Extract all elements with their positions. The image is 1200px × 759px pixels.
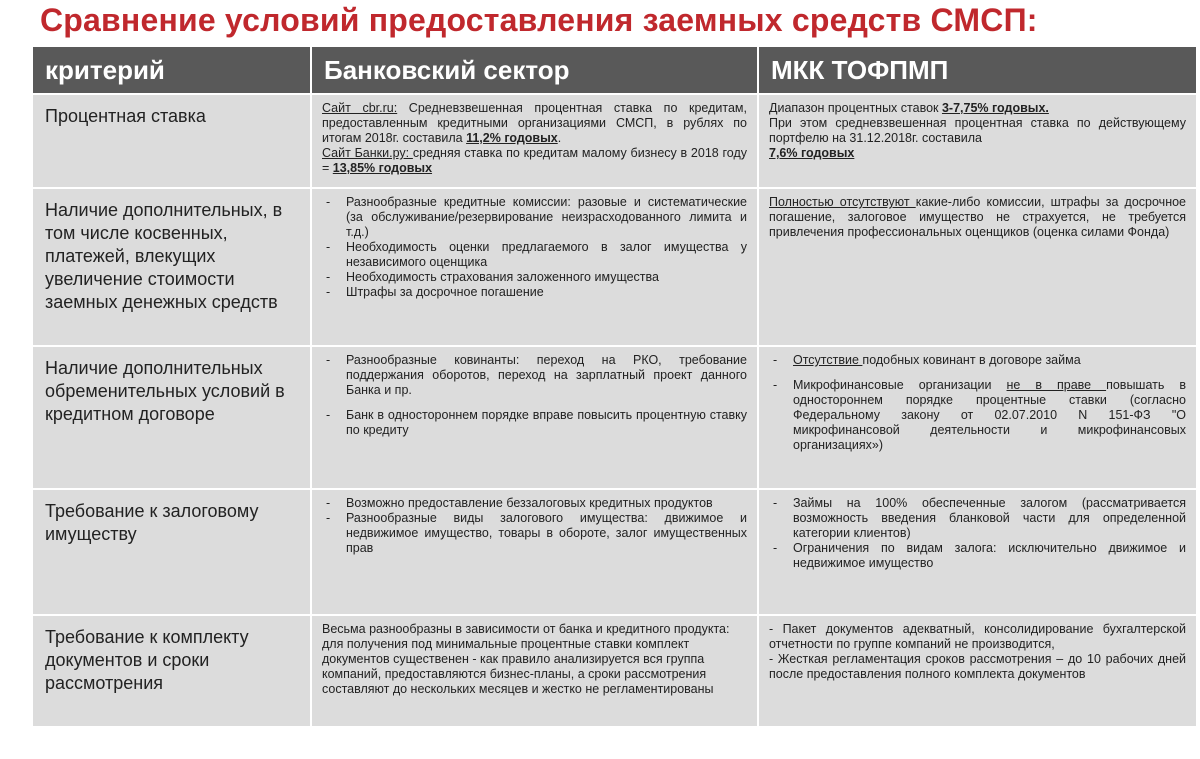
cell-text: подобных ковинант в договоре займа [862,353,1081,367]
list-item: - Банк в одностороннем порядке вправе повысить процентную ставку по кредиту [322,408,747,438]
table-row [33,95,1196,189]
table-row [33,189,1196,347]
bank-cell: Весьма разнообразны в зависимости от банка и кредитного продукта: для получения под минимальные процентные ставки комплект документов существенен - как правило анализируется вся группа компаний, предоставляются бизнес-планы, а сроки рассмотрения составляют до нескольких месяцев и жестко не регламентированы [312,616,759,728]
highlight-text: Отсутствие [793,353,863,367]
list-item [769,353,1186,368]
bank-cell [312,490,759,616]
cell-text: При этом средневзвешенная процентная ставка по действующему портфелю на 31.12.2018г. составила [769,116,1186,145]
mkk-list [769,496,1186,571]
cell-text: . [557,131,562,145]
rate-value: 13,85% годовых [332,161,433,175]
criterion-cell: Наличие дополнительных обременительных условий в кредитном договоре [33,347,312,490]
header-criterion: критерий [33,47,312,95]
cell-text: - Пакет документов адекватный, консолидирование бухгалтерской отчетности по группе компаний не производится, [769,622,1186,651]
table-row [33,616,1196,728]
cell-text: средняя ставка по кредитам малому бизнесу в 2018 году = [322,146,748,175]
bank-list [322,195,747,300]
highlight-text: Полностью отсутствуют [769,195,916,209]
mkk-list [769,353,1186,368]
table-row [33,347,1196,490]
bank-cell [312,95,759,189]
table-header-row [33,47,1196,95]
list-item: - Разнообразные кредитные комиссии: разовые и систематические (за обслуживание/резервирование неизрасходованного лимита и т.д.) [322,195,747,240]
mkk-list [769,378,1186,453]
list-item [769,378,1186,453]
cell-text: Микрофинансовые организации [793,378,1007,392]
rate-value: 7,6% годовых [769,146,855,160]
cell-text: Средневзвешенная процентная ставка по кредитам, предоставленным кредитными организациями СМСП, в рублях по итогам 2018г. составила [322,101,747,145]
highlight-text: не в праве [1006,378,1107,392]
list-item: - Возможно предоставление беззалоговых кредитных продуктов [322,496,747,511]
criterion-cell: Процентная ставка [33,95,312,189]
rate-value: 3-7,75% годовых. [941,101,1049,115]
rate-value: 11,2% годовых [466,131,558,145]
cell-text: - Жесткая регламентация сроков рассмотрения – до 10 рабочих дней после предоставления полного комплекта документов [769,652,1186,681]
bank-list [322,408,747,438]
list-item: - Необходимость оценки предлагаемого в залог имущества у независимого оценщика [322,240,747,270]
list-item: - Штрафы за досрочное погашение [322,285,747,300]
bank-list [322,496,747,556]
criterion-cell: Требование к комплекту документов и сроки рассмотрения [33,616,312,728]
cell-text: какие-либо комиссии, штрафы за досрочное погашение, залоговое имущество не страхуется, не требуется привлечения профессиональных оценщиков (оценка силами Фонда) [769,195,1186,239]
table-row [33,490,1196,616]
list-item: - Займы на 100% обеспеченные залогом (рассматривается возможность введения бланковой части для определенной категории клиентов) [769,496,1186,541]
mkk-cell [759,95,1196,189]
list-item: - Ограничения по видам залога: исключительно движимое и недвижимое имущество [769,541,1186,571]
criterion-cell: Требование к залоговому имуществу [33,490,312,616]
mkk-cell [759,490,1196,616]
cell-text: Диапазон процентных ставок [769,101,942,115]
mkk-cell [759,189,1196,347]
header-mkk: МКК ТОФПМП [759,47,1196,95]
bank-cell [312,189,759,347]
mkk-cell [759,616,1196,728]
list-item: - Разнообразные виды залогового имущества: движимое и недвижимое имущество, товары в обороте, залог имущественных прав [322,511,747,556]
source-link-cbr[interactable]: Сайт cbr.ru: [322,101,398,115]
comparison-table [33,47,1196,728]
cell-text: повышать в одностороннем порядке процентные ставки (согласно Федеральному закону от 02.07.2010 N 151-ФЗ "О микрофинансовой деятельности и микрофинансовых организациях») [793,378,1186,452]
mkk-cell [759,347,1196,490]
page-title: Сравнение условий предоставления заемных средств СМСП: [40,2,1038,38]
source-link-banki[interactable]: Сайт Банки.ру: [322,146,413,160]
list-item: - Разнообразные ковинанты: переход на РКО, требование поддержания оборотов, переход на зарплатный проект данного Банка и пр. [322,353,747,398]
bank-cell [312,347,759,490]
bank-list [322,353,747,398]
header-bank-sector: Банковский сектор [312,47,759,95]
criterion-cell: Наличие дополнительных, в том числе косвенных, платежей, влекущих увеличение стоимости заемных денежных средств [33,189,312,347]
list-item: - Необходимость страхования заложенного имущества [322,270,747,285]
